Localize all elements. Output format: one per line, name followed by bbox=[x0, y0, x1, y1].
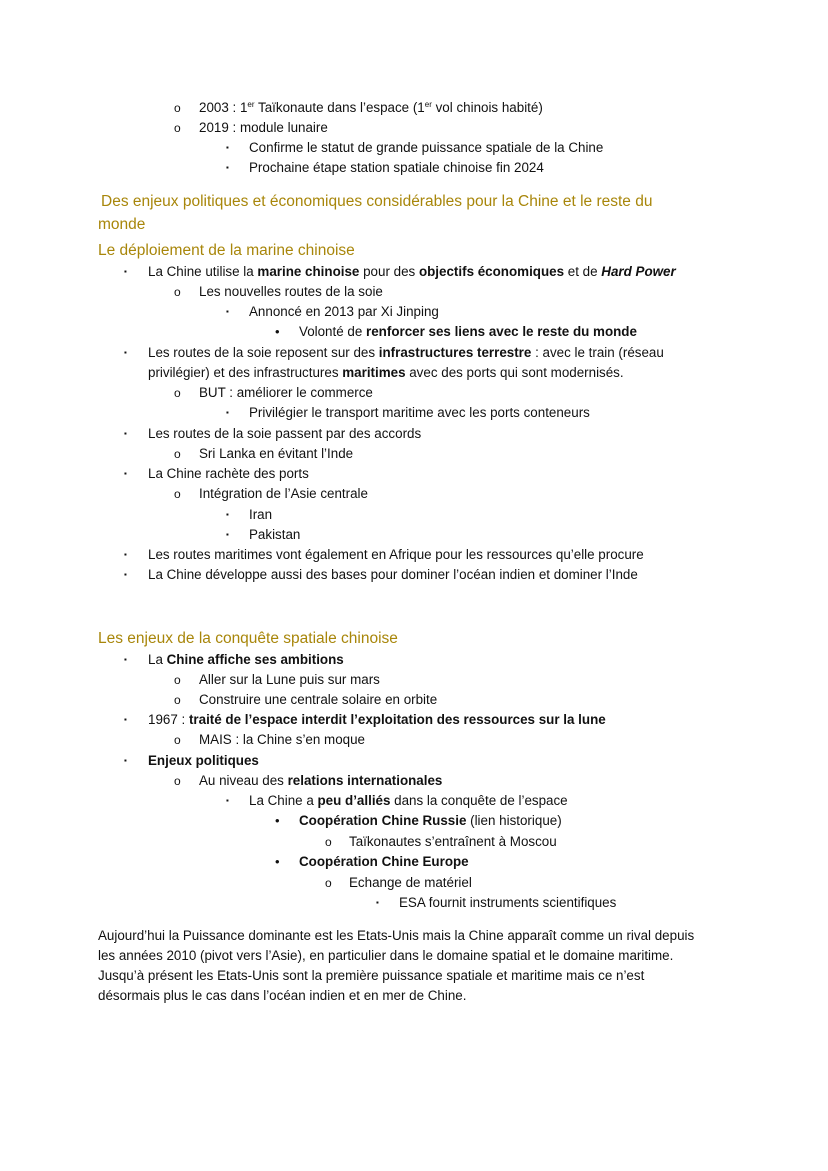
section-heading-continued: monde bbox=[98, 216, 146, 233]
bullet-square-icon: ▪ bbox=[124, 756, 127, 765]
text: (lien historique) bbox=[466, 813, 562, 828]
text: Volonté de bbox=[299, 324, 367, 339]
bold-text: Coopération Chine Europe bbox=[299, 854, 469, 869]
bold-text: marine chinoise bbox=[257, 264, 360, 279]
list-item bbox=[299, 811, 562, 831]
bullet-dot-icon: • bbox=[275, 854, 280, 869]
list-item bbox=[148, 650, 344, 670]
bullet-square-icon: ▪ bbox=[226, 796, 229, 805]
bullet-square-icon: ▪ bbox=[124, 655, 127, 664]
list-item bbox=[148, 751, 259, 771]
bold-text: renforcer ses liens avec le reste du monde bbox=[366, 324, 637, 339]
bullet-square-icon: ▪ bbox=[124, 469, 127, 478]
list-item bbox=[148, 710, 606, 730]
list-item: ESA fournit instruments scientifiques bbox=[399, 895, 617, 910]
text: Les routes de la soie reposent sur des bbox=[148, 345, 379, 360]
bullet-square-icon: ▪ bbox=[124, 715, 127, 724]
list-item-text: Taïkonaute dans l’espace (1 bbox=[254, 100, 425, 115]
bullet-circle-icon: o bbox=[174, 386, 181, 400]
paragraph-line: les années 2010 (pivot vers l’Asie), en particulier dans le domaine spatial et le domaine maritime. bbox=[98, 948, 674, 963]
list-item: Taïkonautes s’entraînent à Moscou bbox=[349, 834, 557, 849]
list-item: Annoncé en 2013 par Xi Jinping bbox=[249, 304, 439, 319]
list-item: Les nouvelles routes de la soie bbox=[199, 284, 383, 299]
bullet-circle-icon: o bbox=[174, 447, 181, 461]
list-item: La Chine rachète des ports bbox=[148, 466, 309, 481]
list-item-text: 2003 : 1 bbox=[199, 100, 248, 115]
text: Au niveau des bbox=[199, 773, 288, 788]
paragraph-line: Aujourd’hui la Puissance dominante est les Etats-Unis mais la Chine apparaît comme un rival depuis bbox=[98, 928, 695, 943]
list-item bbox=[148, 262, 676, 282]
list-item: Echange de matériel bbox=[349, 875, 472, 890]
list-item: BUT : améliorer le commerce bbox=[199, 385, 373, 400]
text: et de bbox=[564, 264, 602, 279]
text: 1967 : bbox=[148, 712, 189, 727]
bullet-square-icon: ▪ bbox=[226, 408, 229, 417]
list-item: Confirme le statut de grande puissance spatiale de la Chine bbox=[249, 140, 604, 155]
bold-text: peu d’alliés bbox=[317, 793, 391, 808]
list-item: Privilégier le transport maritime avec les ports conteneurs bbox=[249, 405, 590, 420]
bullet-square-icon: ▪ bbox=[376, 898, 379, 907]
bullet-square-icon: ▪ bbox=[226, 163, 229, 172]
list-item-continued bbox=[148, 363, 624, 383]
list-item: Intégration de l’Asie centrale bbox=[199, 486, 368, 501]
bullet-circle-icon: o bbox=[174, 285, 181, 299]
bold-italic-text: Hard Power bbox=[601, 264, 676, 279]
bold-text: Coopération Chine Russie bbox=[299, 813, 467, 828]
list-item bbox=[299, 322, 637, 342]
list-item: Sri Lanka en évitant l’Inde bbox=[199, 446, 354, 461]
text: pour des bbox=[359, 264, 419, 279]
text: La Chine utilise la bbox=[148, 264, 258, 279]
list-item bbox=[199, 771, 442, 791]
bold-text: Chine affiche ses ambitions bbox=[166, 652, 344, 667]
paragraph-line: Jusqu’à présent les Etats-Unis sont la première puissance spatiale et maritime mais ce n’est bbox=[98, 968, 645, 983]
list-item: Iran bbox=[249, 507, 273, 522]
bold-text: objectifs économiques bbox=[418, 264, 565, 279]
bullet-square-icon: ▪ bbox=[124, 267, 127, 276]
paragraph-line: désormais plus le cas dans l’océan indien et en mer de Chine. bbox=[98, 988, 467, 1003]
list-item: 2019 : module lunaire bbox=[199, 120, 328, 135]
list-item: Pakistan bbox=[249, 527, 301, 542]
bold-text: traité de l’espace interdit l’exploitation des ressources sur la lune bbox=[188, 712, 606, 727]
list-item: Aller sur la Lune puis sur mars bbox=[199, 672, 380, 687]
list-item: MAIS : la Chine s’en moque bbox=[199, 732, 365, 747]
list-item: Les routes de la soie passent par des accords bbox=[148, 426, 422, 441]
bullet-square-icon: ▪ bbox=[226, 143, 229, 152]
list-item bbox=[148, 343, 664, 363]
text: La Chine a bbox=[249, 793, 318, 808]
list-item bbox=[299, 852, 469, 872]
bullet-circle-icon: o bbox=[174, 733, 181, 747]
text: La bbox=[148, 652, 167, 667]
bullet-square-icon: ▪ bbox=[124, 348, 127, 357]
bullet-circle-icon: o bbox=[174, 673, 181, 687]
bullet-circle-icon: o bbox=[325, 876, 332, 890]
bullet-dot-icon: • bbox=[275, 324, 280, 339]
bullet-square-icon: ▪ bbox=[226, 510, 229, 519]
text: privilégier) et des infrastructures bbox=[148, 365, 343, 380]
list-item: Prochaine étape station spatiale chinoise fin 2024 bbox=[249, 160, 544, 175]
bullet-square-icon: ▪ bbox=[226, 530, 229, 539]
bold-text: relations internationales bbox=[287, 773, 443, 788]
list-item bbox=[199, 98, 543, 118]
subsection-heading: Les enjeux de la conquête spatiale chinoise bbox=[98, 630, 398, 647]
superscript: er bbox=[424, 100, 432, 109]
subsection-heading: Le déploiement de la marine chinoise bbox=[98, 242, 355, 259]
bullet-circle-icon: o bbox=[174, 774, 181, 788]
text: : avec le train (réseau bbox=[531, 345, 664, 360]
bullet-square-icon: ▪ bbox=[124, 429, 127, 438]
text: dans la conquête de l’espace bbox=[390, 793, 568, 808]
bullet-square-icon: ▪ bbox=[124, 550, 127, 559]
bold-text: Enjeux politiques bbox=[148, 753, 259, 768]
bold-text: infrastructures terrestre bbox=[378, 345, 532, 360]
bullet-circle-icon: o bbox=[325, 835, 332, 849]
list-item: Construire une centrale solaire en orbite bbox=[199, 692, 438, 707]
bold-text: maritimes bbox=[342, 365, 406, 380]
bullet-dot-icon: • bbox=[275, 813, 280, 828]
bullet-circle-icon: o bbox=[174, 121, 181, 135]
section-heading: Des enjeux politiques et économiques considérables pour la Chine et le reste du bbox=[101, 193, 653, 210]
list-item bbox=[249, 791, 568, 811]
list-item-text: vol chinois habité) bbox=[431, 100, 543, 115]
list-item: Les routes maritimes vont également en Afrique pour les ressources qu’elle procure bbox=[148, 547, 644, 562]
bullet-square-icon: ▪ bbox=[226, 307, 229, 316]
text: avec des ports qui sont modernisés. bbox=[405, 365, 624, 380]
superscript: er bbox=[247, 100, 255, 109]
bullet-circle-icon: o bbox=[174, 487, 181, 501]
bullet-square-icon: ▪ bbox=[124, 570, 127, 579]
bullet-circle-icon: o bbox=[174, 693, 181, 707]
bullet-circle-icon: o bbox=[174, 101, 181, 115]
list-item: La Chine développe aussi des bases pour dominer l’océan indien et dominer l’Inde bbox=[148, 567, 638, 582]
